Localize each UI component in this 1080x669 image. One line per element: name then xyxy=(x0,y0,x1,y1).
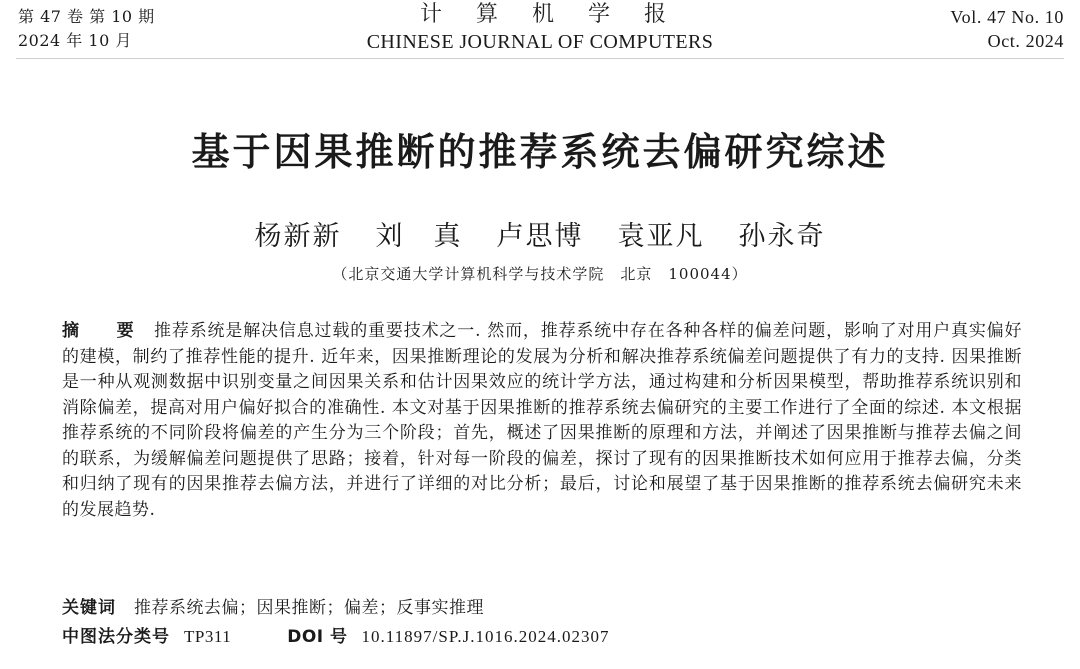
paper-title: 基于因果推断的推荐系统去偏研究综述 xyxy=(191,130,889,174)
author-name: 孙永奇 xyxy=(738,221,826,252)
header-volume-en xyxy=(950,5,1064,53)
author-name: 卢思博 xyxy=(496,221,584,252)
author-name: 刘 真 xyxy=(375,221,463,252)
clc-label: 中图法分类号 xyxy=(62,627,170,647)
clc-value: TP311 xyxy=(184,627,232,646)
journal-name-en: CHINESE JOURNAL OF COMPUTERS xyxy=(366,31,714,53)
date-en: Oct. 2024 xyxy=(987,31,1064,51)
journal-name-cn: 计算机学报 xyxy=(419,2,700,27)
abstract-label: 摘 要 xyxy=(62,321,145,341)
doi-label: DOI 号 xyxy=(287,627,348,647)
header-divider xyxy=(16,58,1064,59)
journal-masthead xyxy=(0,2,1080,54)
affiliation: （北京交通大学计算机科学与技术学院 北京 100044） xyxy=(332,265,748,283)
date-cn: 2024 年 10 月 xyxy=(18,31,132,50)
abstract-paragraph xyxy=(62,319,1022,523)
keywords-label: 关键词 xyxy=(62,598,116,618)
keywords-text: 推荐系统去偏；因果推断；偏差；反事实推理 xyxy=(134,598,484,618)
abstract-text: 推荐系统是解决信息过载的重要技术之一. 然而，推荐系统中存在各种各样的偏差问题，影响了对用户真实偏好的建模，制约了推荐性能的提升. 近年来，因果推断理论的发展为分析和解决推荐系统偏差问题提供了有力的支持. 因果推断是一种从观测数据中识别变量之间因果关系和估计因果效应的统计学方法，通过构建和分析因果模型，帮助推荐系统识别和消除偏差，提高对用户偏好拟合的准确性. 本文对基于因果推断的推荐系统去偏研究的主要工作进行了全面的综述. 本文根据推荐系统的不同阶段将偏差的产生分为三个阶段；首先，概述了因果推断的原理和方法，并阐述了因果推断与推荐去偏之间的联系，为缓解偏差问题提供了思路；接着，针对每一阶段的偏差，探讨了现有的因果推断技术如何应用于推荐去偏，分类和归纳了现有的因果推荐去偏方法，并进行了详细的对比分析；最后，讨论和展望了基于因果推断的推荐系统去偏研究未来的发展趋势. xyxy=(62,321,1022,520)
author-name: 杨新新 xyxy=(254,221,342,252)
vol-no-en: Vol. 47 No. 10 xyxy=(950,7,1064,27)
classification-line xyxy=(62,624,1022,650)
author-list xyxy=(0,218,1080,256)
keywords-line xyxy=(62,595,1022,621)
volume-issue: 第 47 卷 第 10 期 xyxy=(18,7,155,26)
doi-value: 10.11897/SP.J.1016.2024.02307 xyxy=(361,627,610,646)
author-name: 袁亚凡 xyxy=(617,221,705,252)
